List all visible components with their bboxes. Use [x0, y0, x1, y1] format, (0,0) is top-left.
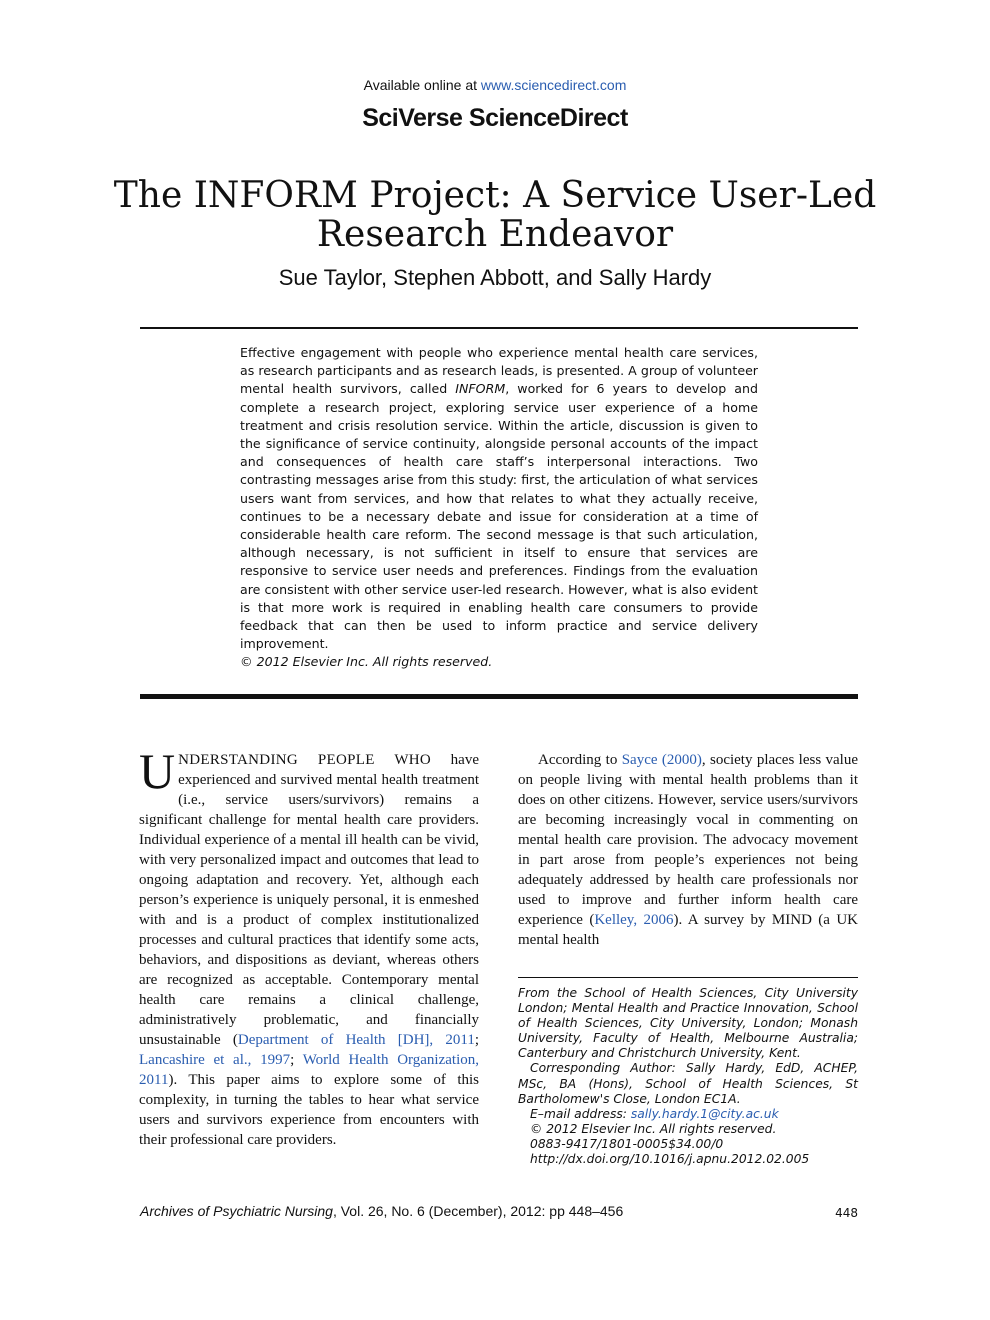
article-authors: Sue Taylor, Stephen Abbott, and Sally Hardy [278, 265, 712, 290]
email-label: E–mail address: [530, 1106, 631, 1121]
sciencedirect-link[interactable]: www.sciencedirect.com [480, 77, 627, 93]
drop-cap: U [139, 743, 176, 799]
footnote-copyright: © 2012 Elsevier Inc. All rights reserved. [530, 1121, 777, 1136]
abstract-text-2: , worked for 6 years to develop and complete a research project, exploring service user experience of a home treatment and crisis resolution service. Within the article, discussion is given to the significance of service continuity, alongside personal accounts of the impact and consequences of health care staff’s interpersonal interactions. Two contrasting messages arise from this study: first, the articulation of what services users want from services, and how that relates to what they actually receive, continues to be a necessary debate and issue for consideration at a time of considerable health care reform. The second message is that such articulation, although necessary, is not sufficient in itself to ensure that services are responsive to service user needs and preferences. Findings from the evaluation are consistent with other service user-led research. However, what is also evident is that more work is required in enabling health care consumers to provide feedback that can then be used to inform practice and service delivery improvement. [240, 381, 758, 652]
citation-link[interactable]: World Health Organization, 2011 [139, 1052, 479, 1088]
citation-link[interactable]: Sayce (2000) [621, 752, 702, 768]
top-rule [140, 327, 858, 329]
footnote-issn: 0883-9417/1801-0005$34.00/0 [530, 1136, 724, 1151]
journal-citation [140, 1203, 623, 1219]
abstract-bottom-rule [140, 694, 858, 699]
publisher-logo-text: SciVerse ScienceDirect [362, 104, 628, 132]
footnote [518, 986, 858, 1167]
body-column-left [139, 743, 479, 1150]
footnote-doi[interactable]: http://dx.doi.org/10.1016/j.apnu.2012.02.005 [530, 1152, 810, 1167]
body-text: have experienced and survived mental health treatment (i.e., service users/survivors) remains a significant challenge for mental health care providers. Individual experience of a mental ill health can be vivid, with very personalized impact and outcomes that lead to ongoing adaptation and recovery. Yet, although each person’s experience is uniquely personal, it is enmeshed with and is a product of complex institutionalized processes and cultural practices that identify some acts, behaviors, and dispositions as deviant, whereas others are recognized as acceptable. Contemporary mental health care remains a clinical challenge, administratively problematic, and financially unsustainable ( [139, 752, 479, 1048]
citation-separator: ; [290, 1052, 303, 1068]
availability-line [0, 77, 990, 93]
citation-link[interactable]: Department of Health [DH], 2011 [237, 1032, 475, 1048]
availability-prefix: Available online at [363, 77, 481, 93]
journal-name: Archives of Psychiatric Nursing [140, 1203, 333, 1219]
abstract-copyright: © 2012 Elsevier Inc. All rights reserved. [240, 654, 493, 670]
citation-separator: ; [474, 1032, 479, 1048]
abstract-inform-term: INFORM [455, 381, 506, 397]
email-link[interactable]: sally.hardy.1@city.ac.uk [630, 1106, 779, 1121]
body-text: , society places less value on people living with mental health problems than it does on other citizens. However, service users/survivors are becoming increasingly vocal in commenting on mental health care provision. The advocacy movement in part arose from people’s experiences not being adequately addressed by health care professionals nor used to improve and further inform health care experience ( [518, 752, 859, 928]
footnote-corresponding-author: Corresponding Author: Sally Hardy, EdD, ACHEP, MSc, BA (Hons), School of Health Sciences, St Bartholomew's Close, London EC1A. [518, 1061, 858, 1106]
footnote-email-line [518, 1107, 858, 1122]
body-column-right [518, 750, 858, 950]
footnote-rule [518, 977, 858, 978]
citation-link[interactable]: Lancashire et al., 1997 [139, 1052, 291, 1068]
citation-link[interactable]: Kelley, 2006 [594, 912, 674, 928]
footnote-affiliation: From the School of Health Sciences, City University London; Mental Health and Practice Innovation, School of Health Sciences, City University, London; Monash University, Faculty of Health, Melbourne Australia; Canterbury and Christchurch University, Kent. [518, 986, 858, 1061]
body-text: ). A survey by MIND (a UK mental health [518, 912, 858, 948]
article-title: The INFORM Project: A Service User-Led Research Endeavor [113, 175, 877, 255]
page-number: 448 [835, 1206, 858, 1220]
abstract [240, 344, 758, 672]
journal-details: , Vol. 26, No. 6 (December), 2012: pp 448–456 [332, 1203, 624, 1219]
abstract-text-1: Effective engagement with people who experience mental health care services, as research participants and as research leads, is presented. A group of volunteer mental health survivors, called [240, 345, 758, 397]
body-text: According to [538, 752, 622, 768]
body-text: ). This paper aims to explore some of this complexity, in turning the tables to hear what service users and survivors experience from encounters with their professional care providers. [139, 1072, 479, 1148]
lead-in-caps: NDERSTANDING PEOPLE WHO [178, 752, 432, 768]
